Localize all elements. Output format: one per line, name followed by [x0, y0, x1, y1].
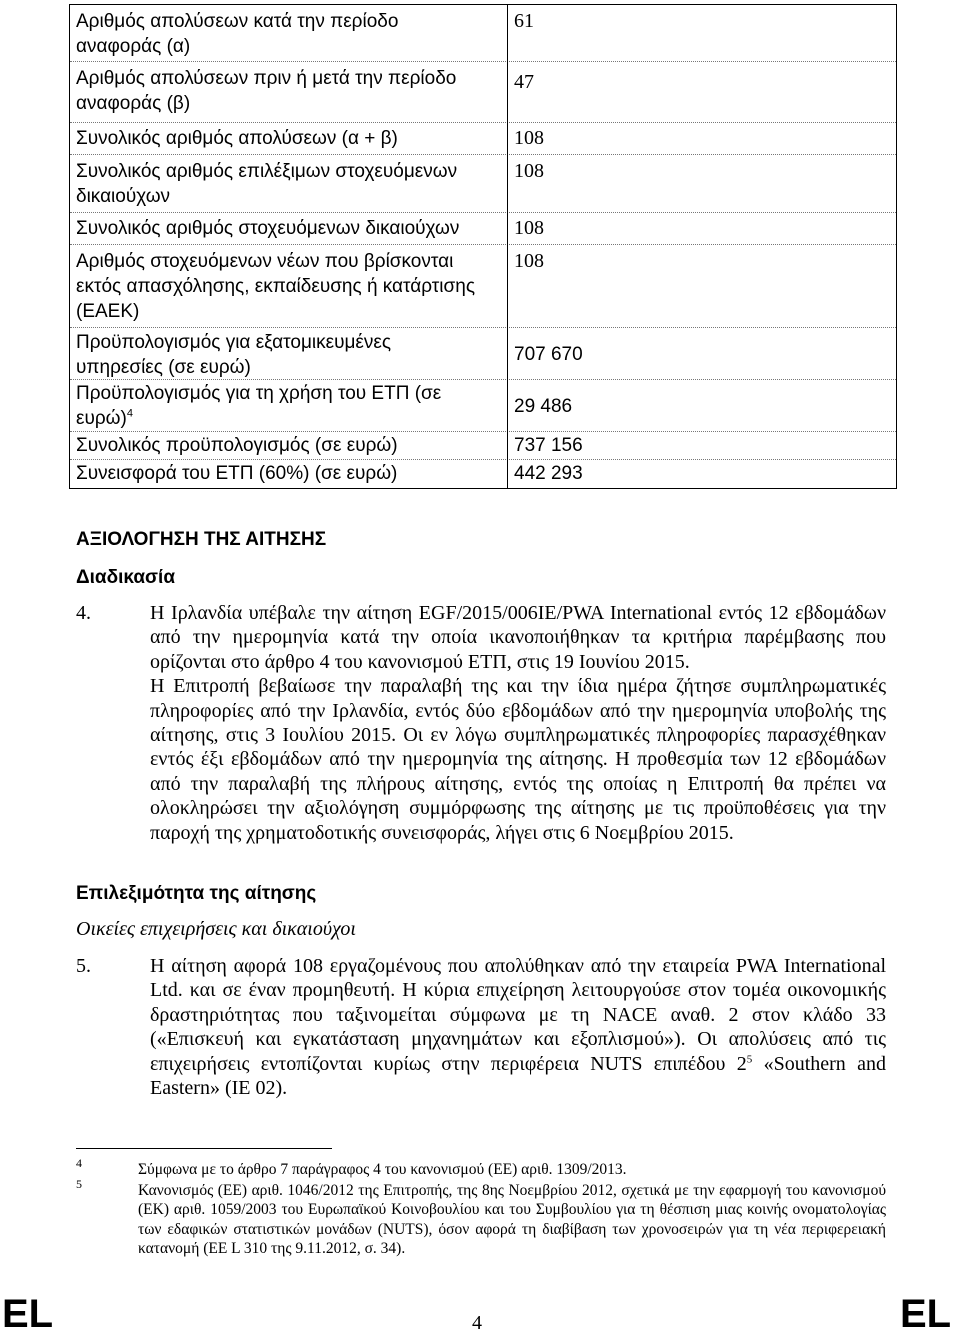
- row-value: 108: [514, 127, 544, 149]
- table-row: [70, 213, 896, 245]
- row-label: Αριθμός απολύσεων πριν ή μετά την περίοδο αναφοράς (β): [76, 68, 457, 114]
- table-row: [70, 328, 896, 380]
- row-label: Προϋπολογισμός για τη χρήση του ΕΤΠ (σε ευρώ)$^4$: [76, 383, 442, 429]
- footnote-text: Κανονισμός (ΕΕ) αριθ. 1046/2012 της Επιτροπής, της 8ης Νοεμβρίου 2012, σχετικά με την εφαρμογή του κανονισμού (ΕΚ) αριθ. 1059/2003 του Ευρωπαϊκού Κοινοβουλίου και του Συμβουλίου για τη θέσπιση μιας κοινής ονοματολογίας των εδαφικών στατιστικών μονάδων (NUTS), όσον αφορά τη διαβίβαση των χρονοσειρών για τη νέα περιφερειακή κατανομή (ΕΕ L 310 της 9.11.2012, σ. 34).: [138, 1182, 886, 1258]
- row-label: Αριθμός απολύσεων κατά την περίοδο αναφοράς (α): [76, 11, 399, 57]
- table-row: [70, 123, 896, 155]
- table-row: [70, 62, 896, 123]
- footnote-number: 5: [76, 1177, 82, 1191]
- paragraph-text: Η Ιρλανδία υπέβαλε την αίτηση EGF/2015/006IE/PWA International εντός 12 εβδομάδων από την ημερομηνία κατά την οποία ικανοποιήθηκαν τα κριτήρια παρέμβασης που ορίζονται στο άρθρο 4 του κανονισμού ΕΤΠ, στις 19 Ιουνίου 2015.: [150, 602, 886, 673]
- row-label: Συνολικός προϋπολογισμός (σε ευρώ): [76, 435, 398, 456]
- paragraph-number: 5.: [76, 955, 91, 977]
- row-value: 108: [514, 250, 544, 272]
- statistics-table: [69, 4, 897, 489]
- table-row: [70, 432, 896, 460]
- row-label: Αριθμός στοχευόμενων νέων που βρίσκονται εκτός απασχόλησης, εκπαίδευσης ή κατάρτισης (ΕΑΕΚ): [76, 251, 475, 322]
- row-value: 61: [514, 10, 534, 32]
- row-value: 737 156: [514, 435, 583, 456]
- footnote-ref[interactable]: 4: [126, 407, 133, 420]
- column-divider: [507, 5, 508, 489]
- row-label: Συνεισφορά του ΕΤΠ (60%) (σε ευρώ): [76, 463, 398, 484]
- row-value: 108: [514, 217, 544, 239]
- table-row: [70, 245, 896, 328]
- footnote-ref[interactable]: 5: [746, 1052, 753, 1065]
- paragraph-text: Η αίτηση αφορά 108 εργαζομένους που απολύθηκαν από την εταιρεία PWA International Ltd. και σε έναν προμηθευτή. Η κύρια επιχείρηση λειτουργούσε στον τομέα οικονομικής δραστηριότητας που ταξινομείται σύμφωνα με τη NACE αναθ. 2 στον κλάδο 33 («Επισκευή και εγκατάσταση μηχανημάτων και εξοπλισμού»). Οι απολύσεις από τις επιχειρήσεις εντοπίζονται κυρίως στην περιφέρεια NUTS επιπέδου $2^5$ «Southern and Eastern» (IE 02).: [150, 955, 886, 1100]
- table-row: [70, 5, 896, 62]
- row-label: Συνολικός αριθμός απολύσεων (α + β): [76, 128, 398, 149]
- eligibility-heading: Επιλεξιμότητα της αίτησης: [76, 883, 317, 904]
- row-value: 442 293: [514, 463, 583, 484]
- row-label: Συνολικός αριθμός επιλέξιμων στοχευόμενων δικαιούχων: [76, 161, 458, 207]
- footnote-separator: [76, 1148, 332, 1149]
- footnote-text: Σύμφωνα με το άρθρο 7 παράγραφος 4 του κανονισμού (ΕΕ) αριθ. 1309/2013.: [138, 1161, 627, 1178]
- row-value: 29 486: [514, 396, 573, 417]
- section-title: ΑΞΙΟΛΟΓΗΣΗ ΤΗΣ ΑΙΤΗΣΗΣ: [76, 529, 327, 550]
- row-label: Προϋπολογισμός για εξατομικευμένες υπηρεσίες (σε ευρώ): [76, 332, 392, 378]
- footnote-number: 4: [76, 1156, 82, 1170]
- paragraph-4: [76, 601, 886, 845]
- procedure-heading: Διαδικασία: [76, 567, 176, 588]
- footer-language-left: EL: [2, 1292, 54, 1336]
- paragraph-5: [76, 954, 886, 1100]
- table-row: [70, 155, 896, 213]
- paragraph-text: Η Επιτροπή βεβαίωσε την παραλαβή της και την ίδια ημέρα ζήτησε συμπληρωματικές πληροφορίες από την Ιρλανδία, εντός δύο εβδομάδων από την ημερομηνία υποβολής της αίτησης, στις 3 Ιουλίου 2015. Οι εν λόγω συμπληρωματικές πληροφορίες παρασχέθηκαν εντός έξι εβδομάδων από την ημερομηνία της αίτησης. Η προθεσμία των 12 εβδομάδων από την παραλαβή της πλήρους αίτησης, εντός της οποίας η Επιτροπή θα πρέπει να ολοκληρώσει την αξιολόγηση συμμόρφωσης της αίτησης με τις προϋποθέσεις για την παροχή της χρηματοδοτικής συνεισφοράς, λήγει στις 6 Νοεμβρίου 2015.: [150, 675, 886, 844]
- footnote-4: [76, 1156, 886, 1179]
- row-value: 707 670: [514, 344, 583, 365]
- enterprises-subheading: Οικείες επιχειρήσεις και δικαιούχοι: [76, 918, 356, 940]
- table-row: [70, 460, 896, 489]
- row-value: 108: [514, 160, 544, 182]
- table-row: [70, 380, 896, 432]
- row-value: 47: [514, 71, 534, 93]
- footer-language-right: EL: [900, 1292, 952, 1336]
- page-number: 4: [472, 1312, 482, 1334]
- row-label: Συνολικός αριθμός στοχευόμενων δικαιούχων: [76, 218, 460, 239]
- paragraph-number: 4.: [76, 602, 91, 624]
- footnote-5: [76, 1177, 886, 1259]
